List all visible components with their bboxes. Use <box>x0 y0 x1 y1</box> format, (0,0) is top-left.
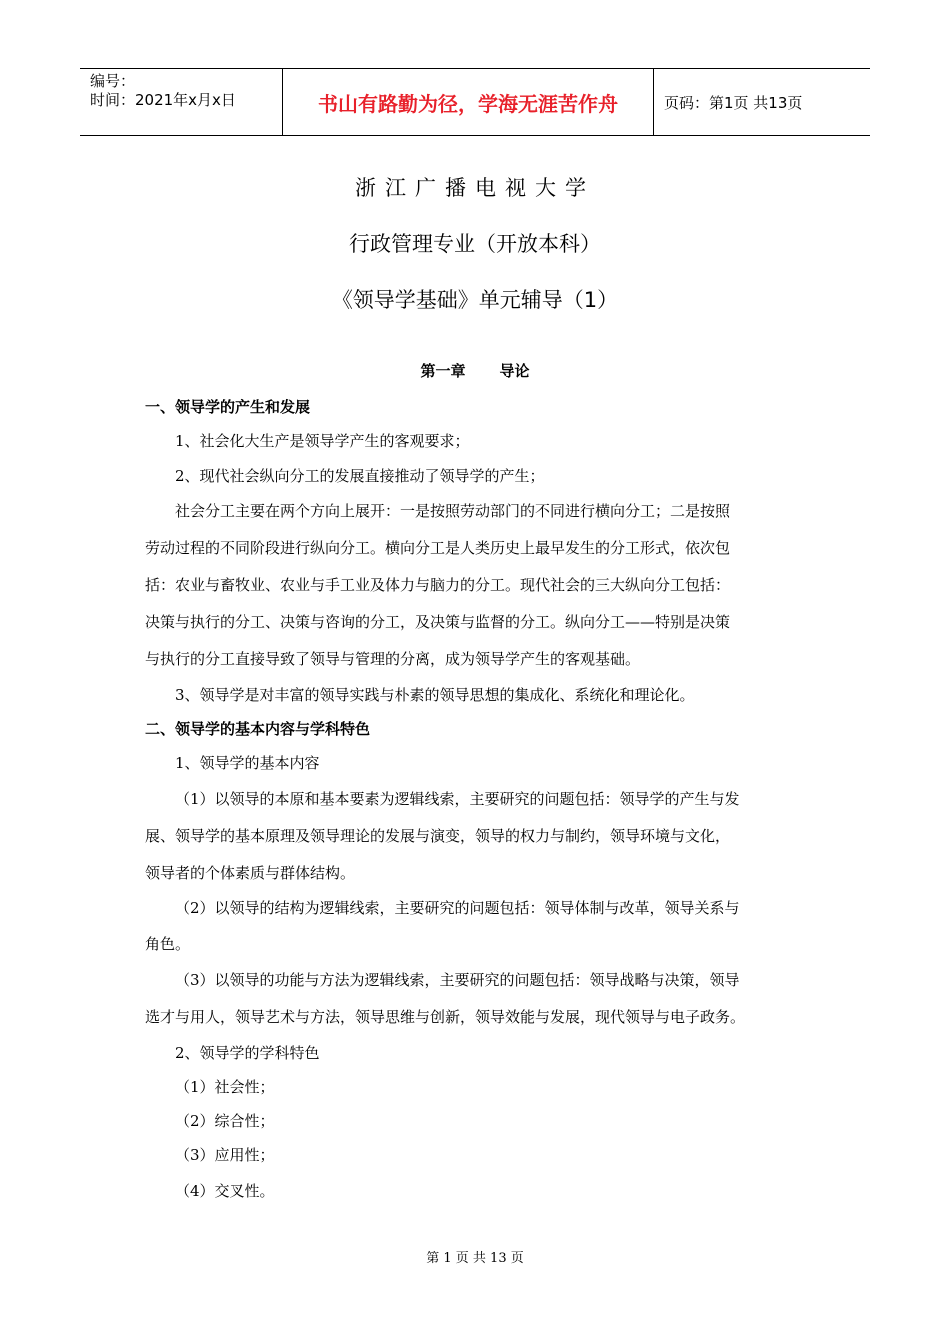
body-line: 3、领导学是对丰富的领导实践与朴素的领导思想的集成化、系统化和理论化。 <box>175 686 695 704</box>
section-heading: 一、领导学的产生和发展 <box>145 398 311 416</box>
body-line: 展、领导学的基本原理及领导理论的发展与演变，领导的权力与制约，领导环境与文化， <box>145 827 731 845</box>
body-line: （4）交叉性。 <box>175 1182 275 1200</box>
body-line: （2）综合性； <box>175 1112 275 1130</box>
body-line: 劳动过程的不同阶段进行纵向分工。横向分工是人类历史上最早发生的分工形式，依次包 <box>145 539 731 557</box>
body-line: 领导者的个体素质与群体结构。 <box>145 864 356 882</box>
major-title: 行政管理专业（开放本科） <box>349 232 601 256</box>
university-title: 浙江广播电视大学 <box>355 176 595 200</box>
page-info-cell <box>664 69 802 135</box>
date-line: 时间：2021年x月x日 <box>90 91 236 109</box>
motto-cell <box>282 69 654 135</box>
body-line: （3）应用性； <box>175 1146 275 1164</box>
chapter-name: 导论 <box>499 362 530 380</box>
course-title: 《领导学基础》单元辅导（1） <box>331 288 619 312</box>
body-line: （3）以领导的功能与方法为逻辑线索，主要研究的问题包括：领导战略与决策，领导 <box>175 971 740 989</box>
body-line: （1）社会性； <box>175 1078 275 1096</box>
body-line: 与执行的分工直接导致了领导与管理的分离，成为领导学产生的客观基础。 <box>145 650 641 668</box>
section-heading: 二、领导学的基本内容与学科特色 <box>145 720 371 738</box>
body-line: 社会分工主要在两个方向上展开：一是按照劳动部门的不同进行横向分工；二是按照 <box>175 502 731 520</box>
chapter-number: 第一章 <box>420 362 466 380</box>
motto-text: 书山有路勤为径，学海无涯苦作舟 <box>318 91 618 116</box>
chapter-heading <box>0 360 950 381</box>
page-info-text: 页码：第1页 共13页 <box>664 93 803 112</box>
page-footer: 第 1 页 共 13 页 <box>426 1251 524 1266</box>
body-line: 选才与用人，领导艺术与方法，领导思维与创新，领导效能与发展，现代领导与电子政务。 <box>145 1008 746 1026</box>
body-line: 1、领导学的基本内容 <box>175 754 320 772</box>
body-line: 2、领导学的学科特色 <box>175 1044 320 1062</box>
header-meta-cell <box>80 69 282 135</box>
body-line: 括：农业与畜牧业、农业与手工业及体力与脑力的分工。现代社会的三大纵向分工包括： <box>145 576 731 594</box>
body-line: （1）以领导的本原和基本要素为逻辑线索，主要研究的问题包括：领导学的产生与发 <box>175 790 740 808</box>
body-line: 1、社会化大生产是领导学产生的客观要求； <box>175 432 470 450</box>
page-header-table <box>80 68 870 136</box>
body-line: （2）以领导的结构为逻辑线索，主要研究的问题包括：领导体制与改革，领导关系与 <box>175 899 740 917</box>
number-label: 编号： <box>90 72 136 90</box>
body-line: 2、现代社会纵向分工的发展直接推动了领导学的产生； <box>175 467 545 485</box>
body-line: 角色。 <box>145 935 191 953</box>
body-line: 决策与执行的分工、决策与咨询的分工，及决策与监督的分工。纵向分工——特别是决策 <box>145 613 731 631</box>
